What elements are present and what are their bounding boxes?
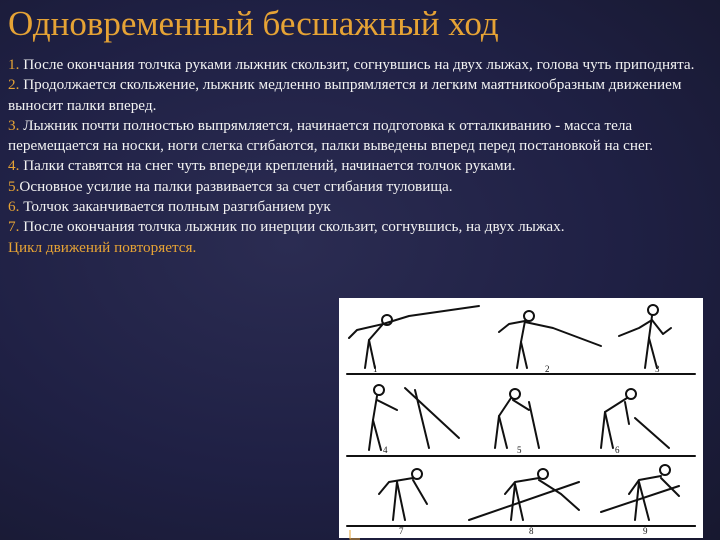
skier-figure-5 (479, 389, 551, 456)
frame-number: 1 (373, 364, 378, 374)
step-5 (8, 177, 708, 197)
step-text: Палки ставятся на снег чуть впереди креплений, начинается толчок руками. (19, 157, 516, 175)
step-number: 3. (8, 116, 20, 134)
step-7 (8, 217, 708, 237)
skier-figure-7 (349, 469, 429, 526)
step-number: 1. (8, 56, 20, 73)
step-6 (8, 197, 708, 217)
slide-title: Одновременный бесшажный ход (8, 4, 499, 43)
step-1 (8, 55, 708, 75)
step-text: После окончания толчка руками лыжник скользит, согнувшись на двух лыжах, голова чуть приподнята. (19, 56, 695, 73)
step-number: 4. (8, 157, 20, 175)
skier-illustration (339, 298, 703, 538)
skier-figure-1 (349, 306, 479, 374)
step-2 (8, 75, 708, 116)
skier-figure-2 (499, 311, 601, 374)
skier-figure-8 (469, 469, 579, 526)
step-text: Толчок заканчивается полным разгибанием рук (19, 198, 331, 216)
step-3 (8, 116, 708, 157)
step-number: 2. (8, 76, 20, 94)
step-text: Продолжается скольжение, лыжник медленно выпрямляется и легким маятникообразным движением выносит палки вперед. (8, 76, 682, 114)
frame-number: 6 (615, 445, 620, 455)
frame-number: 4 (383, 445, 388, 455)
frame-number: 2 (545, 364, 550, 374)
step-text: После окончания толчка лыжник по инерции скользит, согнувшись, на двух лыжах. (19, 218, 565, 236)
cycle-note: Цикл движений повторяется. (8, 238, 197, 256)
frame-number: 9 (643, 526, 648, 536)
frame-number: 5 (517, 445, 522, 455)
step-text: Лыжник почти полностью выпрямляется, начинается подготовка к отталкиванию - масса тела перемещается на носки, ноги слегка сгибаются, палки выведены вперед перед постановкой на снег. (8, 116, 654, 155)
slide-edge-bracket-icon (349, 530, 361, 540)
step-text: Основное усилие на палки развивается за счет сгибания туловища. (19, 177, 453, 195)
skier-figure-6 (579, 389, 669, 456)
slide-body (8, 55, 708, 258)
skier-figure-3 (619, 305, 689, 374)
step-number: 5. (8, 177, 20, 195)
skier-figure-9 (601, 465, 695, 526)
step-number: 6. (8, 198, 20, 216)
frame-number: 3 (655, 364, 660, 374)
step-number: 7. (8, 218, 20, 236)
frame-number: 8 (529, 526, 534, 536)
skier-drawing (339, 298, 703, 538)
skier-figure-4 (349, 385, 459, 456)
frame-number: 7 (399, 526, 404, 536)
step-4 (8, 156, 708, 176)
